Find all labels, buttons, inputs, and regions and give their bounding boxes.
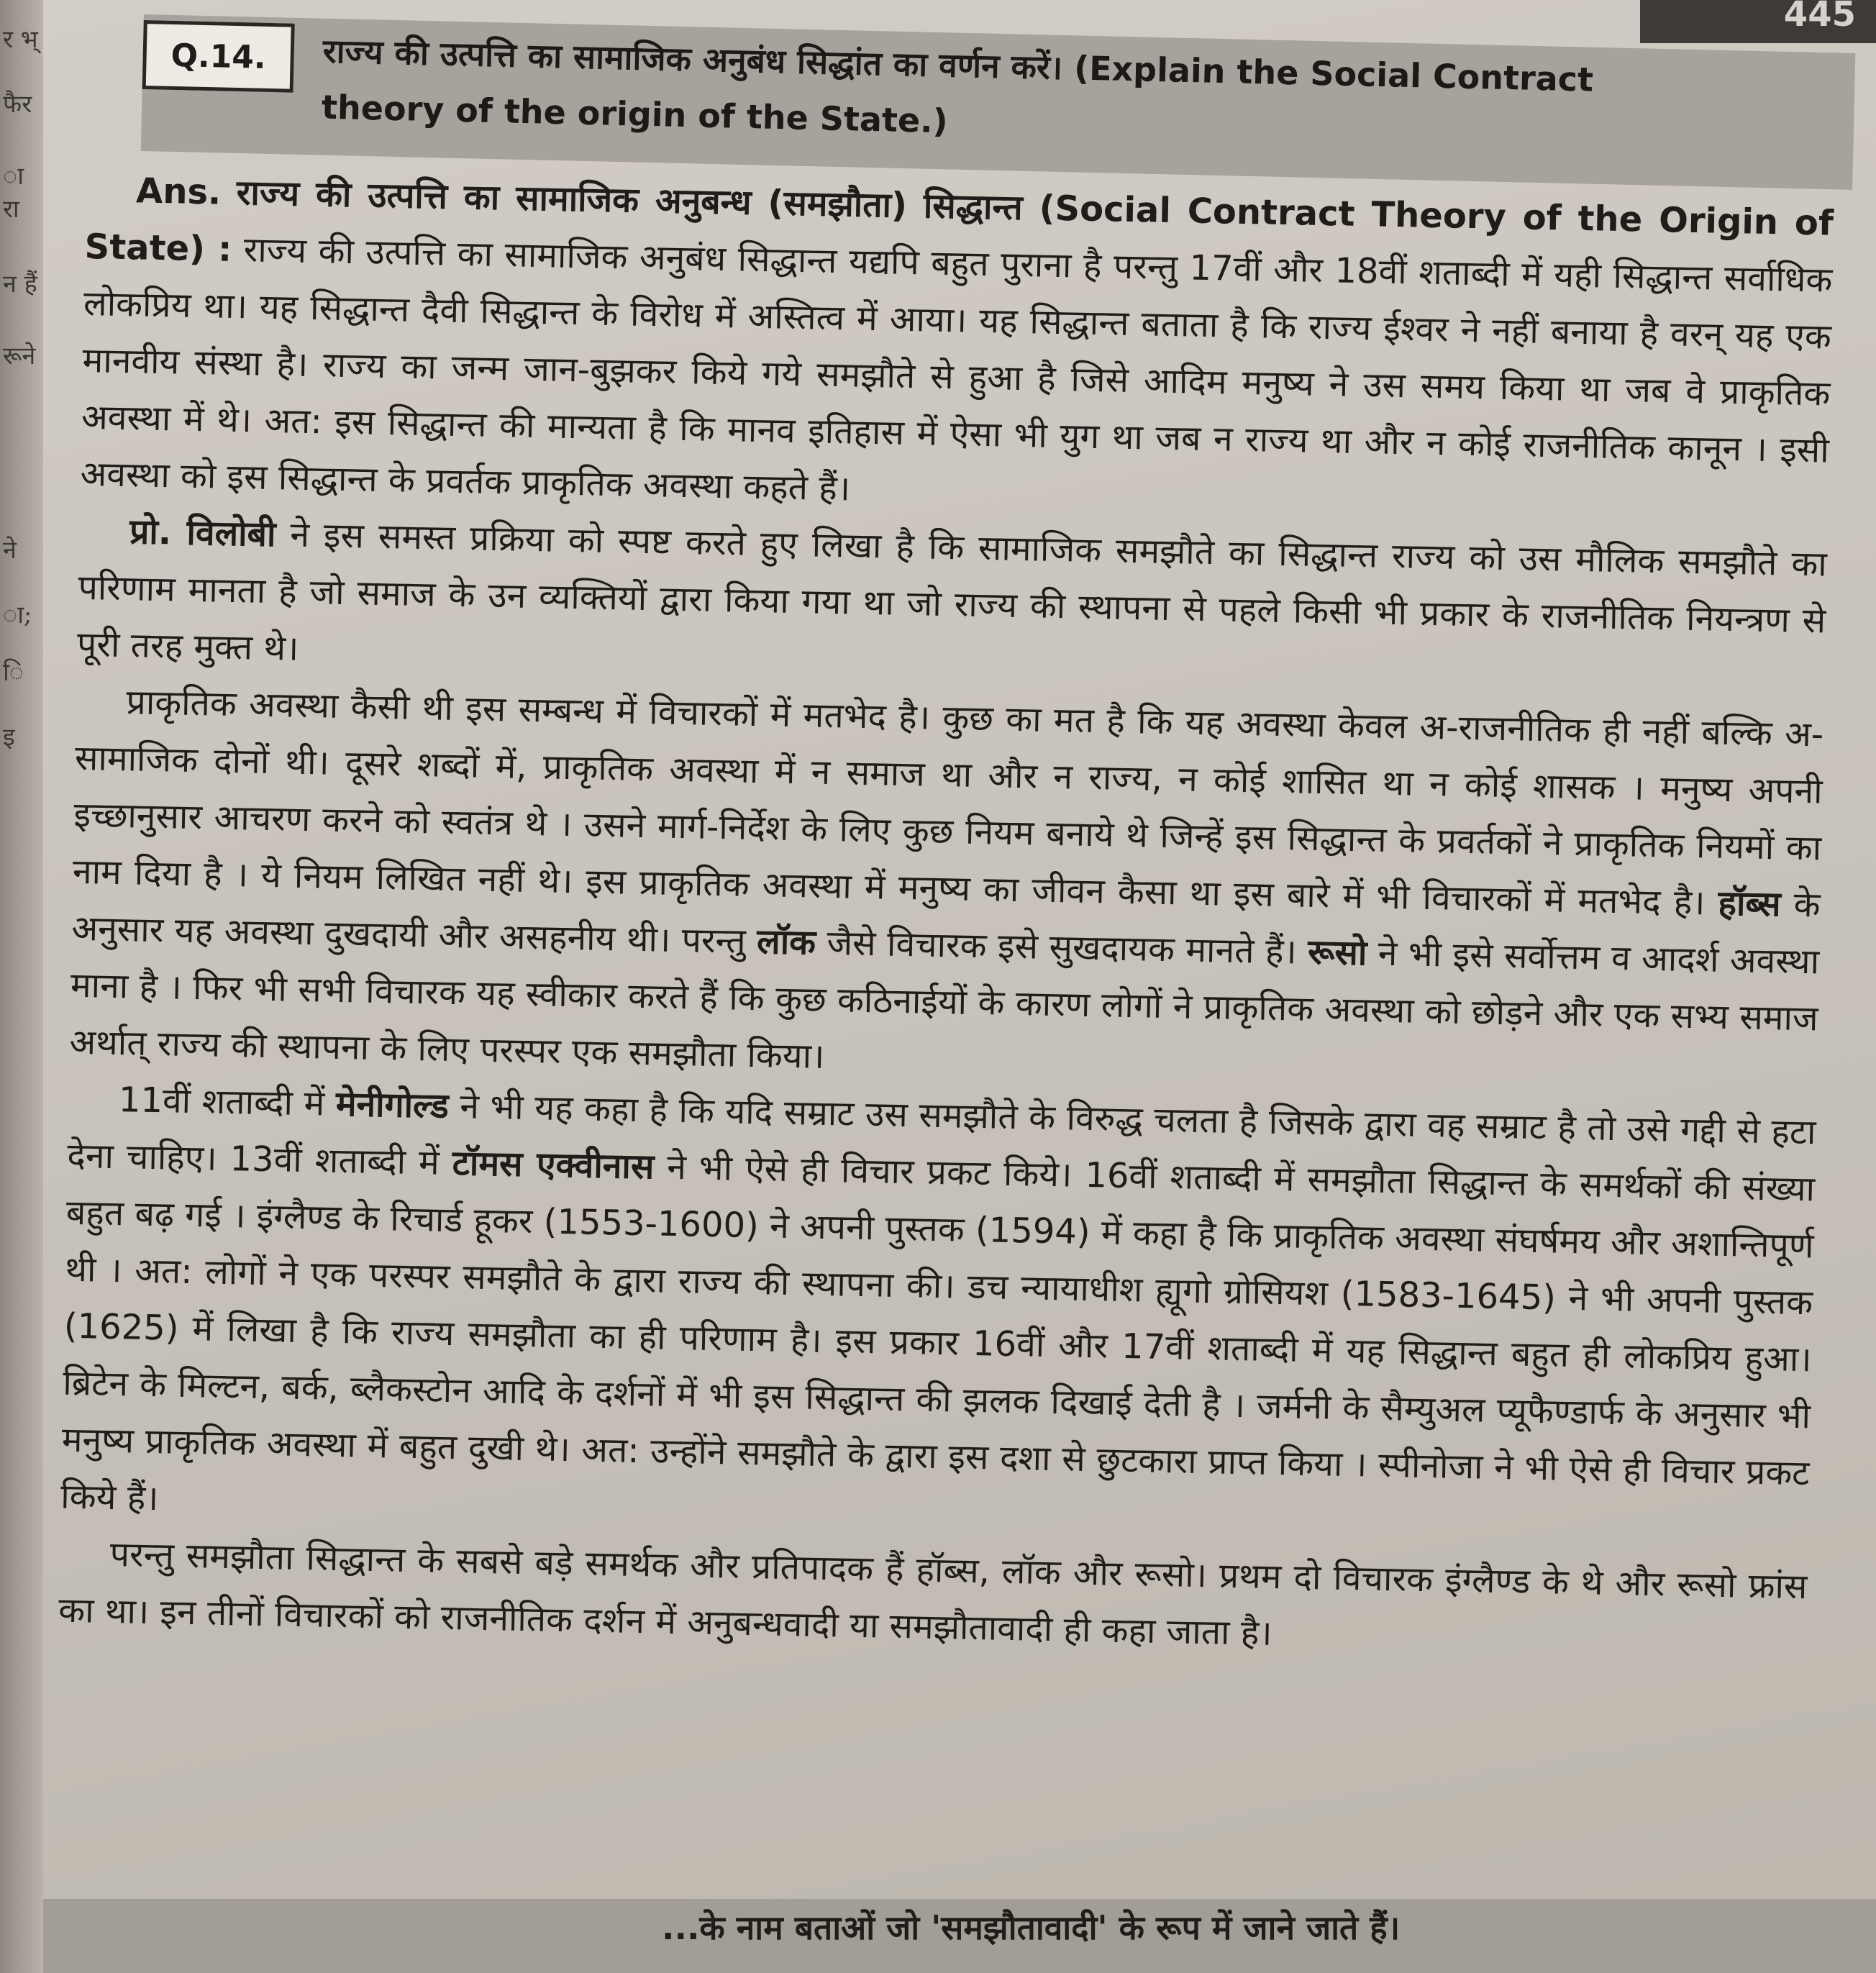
margin-fragment: रूने — [3, 342, 36, 370]
name-willoughby: प्रो. विलोबी — [129, 511, 276, 555]
paragraph-text: राज्य की उत्पत्ति का सामाजिक अनुबंध सिद्धान्त यद्यपि बहुत पुराना है परन्तु 17वीं और 18वीं शताब्दी में यही सिद्धान्त सर्वाधिक लोकप्रिय था। यह सिद्धान्त दैवी सिद्धान्त के विरोध में अस्तित्व में आया। यह सिद्धान्त बताता है कि राज्य ईश्वर ने नहीं बनाया है वरन् यह एक मानवीय संस्था है। राज्य का जन्म जान-बुझकर किये गये समझौते से हुआ है जिसे आदिम मनुष्य ने उस समय किया था जब वे प्राकृतिक अवस्था में थे। अत: इस सिद्धान्त की मान्यता है कि मानव इतिहास में ऐसा भी युग था जब न राज्य था और न कोई राजनीतिक कानून । इसी अवस्था को इस सिद्धान्त के प्रवर्तक प्राकृतिक अवस्था कहते हैं। — [80, 229, 1833, 509]
answer-heading: राज्य की उत्पत्ति का सामाजिक अनुबन्ध (समझौता) सिद्धान्त (Social Contract Theory of the Origin of State) : — [84, 173, 1834, 270]
paragraph-text: ने इस समस्त प्रक्रिया को स्पष्ट करते हुए लिखा है कि सामाजिक समझौते का सिद्धान्त राज्य को उस मौलिक समझौते का परिणाम मानता है जो समाज के उन व्यक्तियों द्वारा किया गया था जो राज्य की स्थापना से पहले किसी भी प्रकार के राजनीतिक नियन्त्रण से पूरी तरह मुक्त थे। — [76, 514, 1828, 669]
next-question-band — [43, 1899, 1876, 1973]
page-number: 445 — [1783, 0, 1856, 35]
question-label-box — [142, 20, 295, 93]
paragraph-text: जैसे विचारक इसे सुखदायक मानते हैं। — [827, 922, 1298, 972]
margin-fragment: फैर — [3, 90, 32, 119]
question-band — [141, 14, 1856, 190]
answer-paragraph — [60, 1071, 1817, 1559]
paragraph-text: 11वीं शताब्दी में — [118, 1080, 325, 1124]
question-label: Q.14. — [170, 37, 267, 76]
name-aquinas: टॉमस एक्वीनास — [452, 1143, 655, 1188]
book-page — [43, 0, 1876, 1973]
name-rousseau: रूसो — [1307, 931, 1367, 974]
paragraph-text: ने भी यह कहा है कि यदि सम्राट उस समझौते के विरुद्ध चलता है जिसके द्वारा वह सम्राट है तो उसे गद्दी से हटा देना चाहिए। 13वीं शताब्दी में — [66, 1086, 1817, 1183]
answer-paragraph — [76, 503, 1827, 707]
margin-fragment: इ — [3, 723, 15, 752]
paragraph-text: प्राकृतिक अवस्था कैसी थी इस सम्बन्ध में विचारकों में मतभेद है। कुछ का मत है कि यह अवस्था केवल अ-राजनीतिक ही नहीं बल्कि अ-सामाजिक दोनों थी। दूसरे शब्दों में, प्राकृतिक अवस्था में न समाज था और न राज्य, न कोई शासित था न कोई शासक । मनुष्य अपनी इच्छानुसार आचरण करने को स्वतंत्र थे । उसने मार्ग-निर्देश के लिए कुछ नियम बनाये थे जिन्हें इस सिद्धान्त के प्रवर्तकों ने प्राकृतिक नियमों का नाम दिया है । ये नियम लिखित नहीं थे। इस प्राकृतिक अवस्था में मनुष्य का जीवन कैसा था इस बारे में भी विचारकों में मतभेद है। — [72, 682, 1824, 924]
margin-fragment: र भ् — [3, 25, 38, 54]
margin-fragment: ा रा — [3, 162, 24, 224]
question-line-2: theory of the origin of the State.) — [321, 87, 949, 141]
answer-label: Ans. — [135, 170, 222, 213]
question-text — [321, 23, 1848, 170]
paragraph-text: ने भी ऐसे ही विचार प्रकट किये। 16वीं शताब्दी में समझौता सिद्धान्त के समर्थकों की संख्या बहुत बढ़ गई । इंग्लैण्ड के रिचार्ड हूकर (1553-1600) ने अपनी पुस्तक (1594) में कहा है कि प्राकृतिक अवस्था संघर्षमय और अशान्तिपूर्ण थी । अत: लोगों ने एक परस्पर समझौते के द्वारा राज्य की स्थापना की। डच न्यायाधीश ह्यूगो ग्रोसियश (1583-1645) ने भी अपनी पुस्तक (1625) में लिखा है कि राज्य समझौता का ही परिणाम है। इस प्रकार 16वीं और 17वीं शताब्दी में यह सिद्धान्त बहुत ही लोकप्रिय हुआ। ब्रिटेन के मिल्टन, बर्क, ब्लैकस्टोन आदि के दर्शनों में भी इस सिद्धान्त की झलक दिखाई देती है । जर्मनी के सैम्युअल प्यूफैण्डार्फ के अनुसार भी मनुष्य प्राकृतिक अवस्था में बहुत दुखी थे। अत: उन्होंने समझौते के द्वारा इस दशा से छुटकारा प्राप्त किया । स्पीनोजा ने भी ऐसे ही विचार प्रकट किये हैं। — [60, 1147, 1816, 1519]
page-header-bar — [1640, 0, 1876, 43]
margin-fragment: न हैं — [3, 270, 37, 299]
paragraph-text: ने भी इसे सर्वोत्तम व आदर्श अवस्था माना है । फिर भी सभी विचारक यह स्वीकार करते हैं कि कुछ कठिनाईयों के कारण लोगों ने प्राकृतिक अवस्था को छोड़ने और एक सभ्य समाज अर्थात् राज्य की स्थापना के लिए परस्पर एक समझौता किया। — [68, 933, 1820, 1077]
margin-fragment: ि — [3, 658, 24, 687]
margin-fragment: ा; — [3, 601, 32, 629]
question-line-1: राज्य की उत्पत्ति का सामाजिक अनुबंध सिद्धांत का वर्णन करें। (Explain the Social Contract — [322, 31, 1594, 99]
answer-paragraph — [80, 162, 1834, 537]
name-locke: लॉक — [756, 921, 816, 963]
adjacent-page-margin — [0, 0, 43, 1973]
margin-fragment: ने — [3, 536, 17, 565]
paragraph-text: के अनुसार यह अवस्था दुखदायी और असहनीय थी। परन्तु — [70, 884, 1821, 962]
next-question-fragment: ...के नाम बताओं जो 'समझौतावादी' के रूप में जाने जाते हैं। — [662, 1908, 1401, 1947]
name-hobbes: हॉब्स — [1717, 883, 1782, 925]
answer-body — [58, 162, 1834, 1672]
name-manegold: मेनीगोल्ड — [335, 1083, 450, 1126]
answer-paragraph — [69, 673, 1824, 1105]
paragraph-text: परन्तु समझौता सिद्धान्त के सबसे बड़े समर्थक और प्रतिपादक हैं हॉब्स, लॉक और रूसो। प्रथम दो विचारक इंग्लैण्ड के थे और रूसो फ्रांस का था। इन तीनों विचारकों को राजनीतिक दर्शन में अनुबन्धवादी या समझौतावादी ही कहा जाता है। — [58, 1534, 1808, 1654]
